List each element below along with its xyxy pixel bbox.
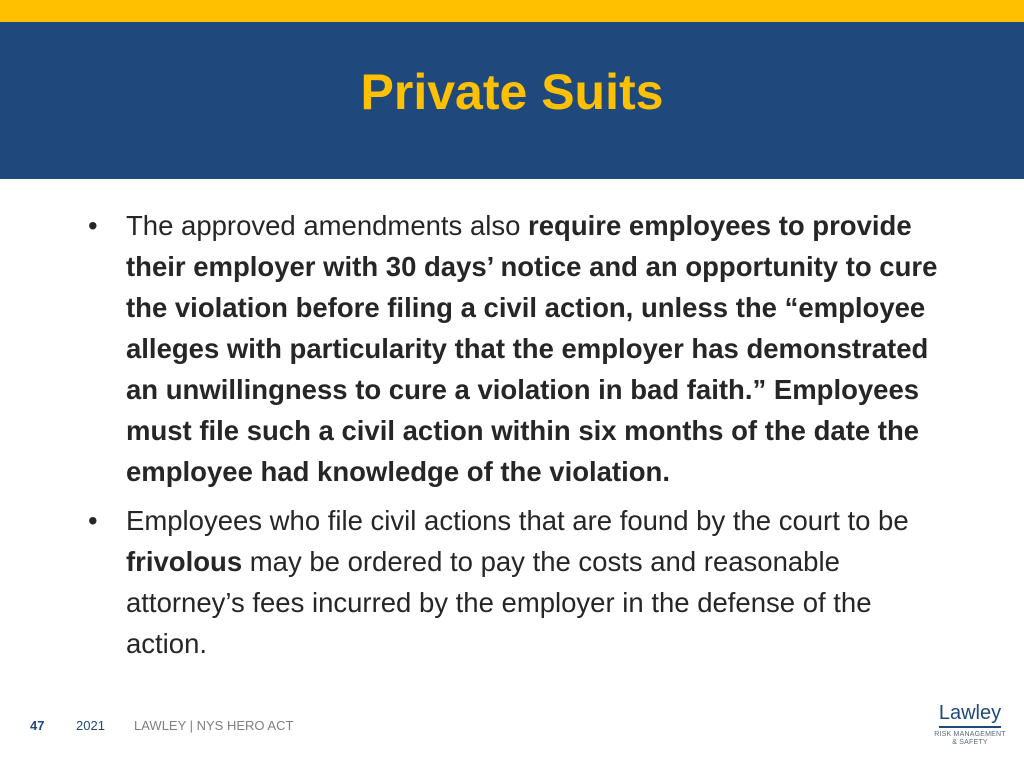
top-accent-stripe [0,0,1024,22]
logo-wordmark: Lawley [938,702,1002,724]
bullet-2-lead-text: Employees who file civil actions that are found by the court to be [126,505,909,536]
logo-subtitle-line-2: & SAFETY [952,739,988,746]
lawley-logo [926,702,1014,752]
bullet-dot-icon: • [88,210,98,241]
bullet-1-bold-text: require employees to provide their employer with 30 days’ notice and an opportunity to cure the violation before filing a civil action, unless the “employee alleges with particularity that the employer has demonstrated an unwillingness to cure a violation in bad faith.” Employees must file such a civil action within six months of the date the employee had knowledge of the violation. [126,210,938,487]
bullet-2-tail-text: may be ordered to pay the costs and reasonable attorney’s fees incurred by the employer in the defense of the action. [126,546,872,659]
bullet-dot-icon: • [88,505,98,536]
slide-title: Private Suits [360,64,664,120]
footer-presentation-title: LAWLEY | NYS HERO ACT [134,718,294,733]
logo-divider [939,726,1001,728]
logo-subtitle-line-1: RISK MANAGEMENT [934,731,1006,738]
page-number: 47 [30,718,45,733]
bullet-2-bold-text: frivolous [126,546,243,577]
bullet-item-2 [88,500,956,664]
bullet-1-lead-text: The approved amendments also [126,210,529,241]
footer-year: 2021 [76,718,105,733]
bullet-list [88,205,956,672]
bullet-item-1 [88,205,956,492]
